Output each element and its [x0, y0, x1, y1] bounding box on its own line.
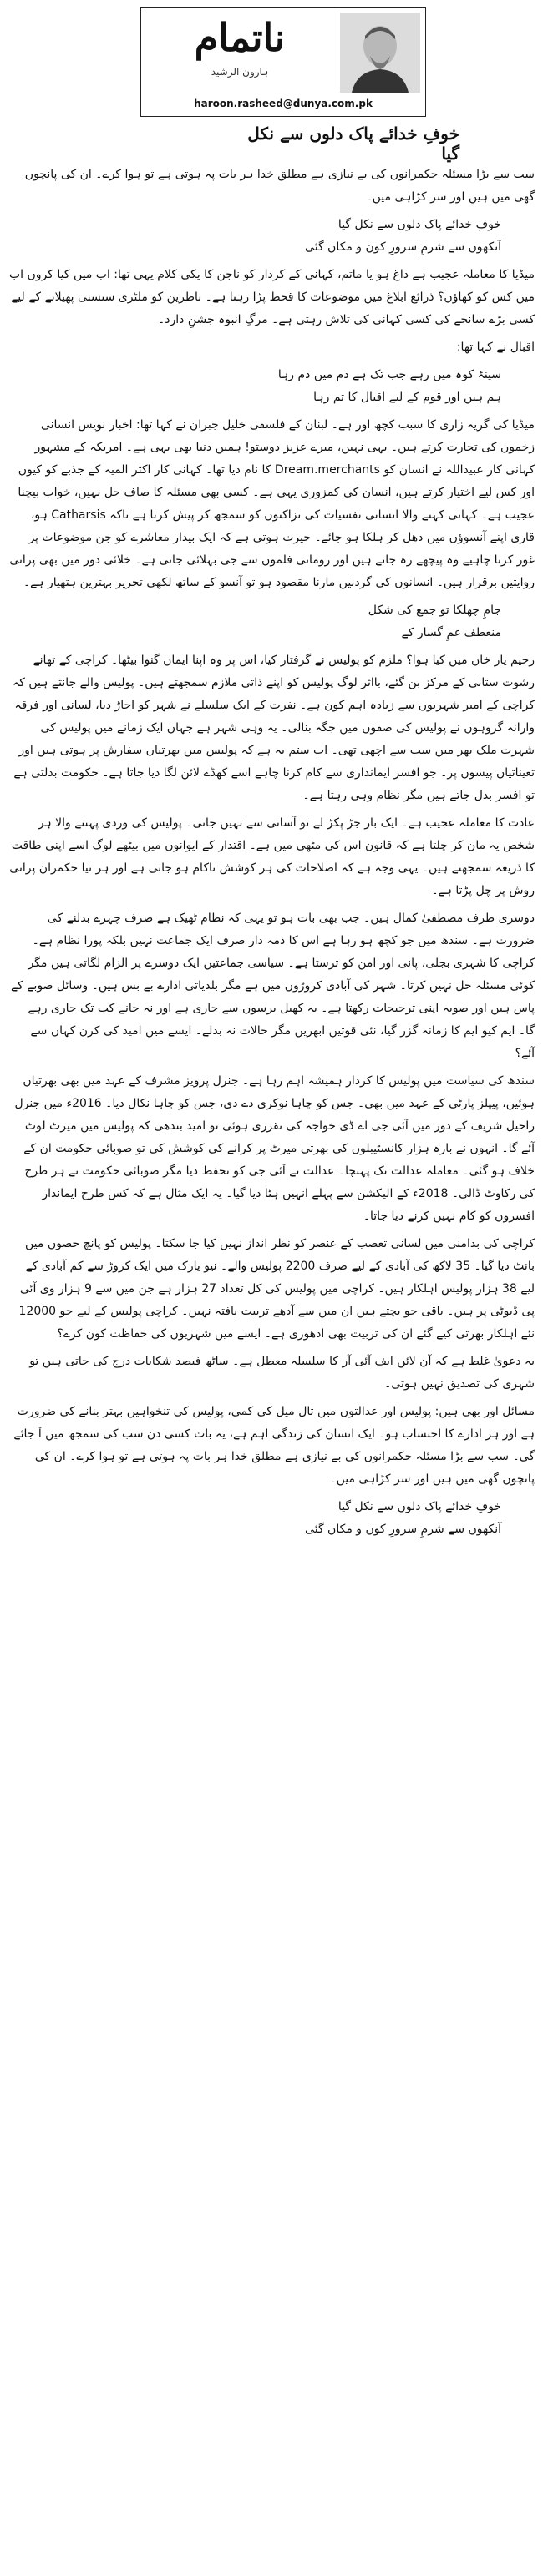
- paragraph: سب سے بڑا مسئلہ حکمرانوں کی بے نیازی ہے مطلق خدا ہر بات پہ ہوتی ہے تو ہوا کرے۔ ان کی پانچوں گھی میں ہیں اور سر کڑاہی میں۔: [24, 168, 535, 204]
- verse-line: آنکھوں سے شرمِ سرورِ کون و مکاں گئی: [305, 1523, 501, 1536]
- column-masthead: [140, 7, 426, 117]
- author-portrait-icon: [340, 13, 420, 93]
- author-name: ہارون الرشید: [211, 66, 269, 78]
- paragraph: کراچی کی بدامنی میں لسانی تعصب کے عنصر کو نظر انداز نہیں کیا جا سکتا۔ پولیس کو پانچ حصوں میں بانٹ دیا گیا۔ 35 لاکھ کی آبادی کے لیے صرف 2200 پولیس والے۔ نیو یارک میں ایک کروڑ سے کم آبادی کے لیے 38 ہزار پولیس اہلکار ہیں۔ کراچی میں پولیس کی کل تعداد 27 ہزار ہے جن میں سے 9 ہزار وی آئی پی ڈیوٹی پر ہیں۔ باقی جو بچتے ہیں ان میں سے آدھے تربیت یافتہ نہیں۔ کراچی پولیس کے لیے جو 12000 نئے اہلکار بھرتی کیے گئے ان کی تربیت بھی ادھوری ہے۔ ایسے میں شہریوں کی حفاظت کون کرے؟: [18, 1237, 535, 1341]
- author-email: haroon.rasheed@dunya.com.pk: [194, 98, 373, 109]
- verse-line: آنکھوں سے شرمِ سرورِ کون و مکاں گئی: [305, 240, 501, 254]
- paragraph: سندھ کی سیاست میں پولیس کا کردار ہمیشہ اہم رہا ہے۔ جنرل پرویز مشرف کے عہد میں بھی بھرتیاں ہوئیں، پیپلز پارٹی کے عہد میں بھی۔ جس کو چاہا نوکری دے دی، جس کو چاہا نکال دیا۔ 2016ء میں جنرل راحیل شریف کے دور میں آئی جی اے ڈی خواجہ کی تقرری ہوئی تو امید بندھی کہ پولیس میں میرٹ لوٹ آئے گا۔ انہوں نے بارہ ہزار کانسٹیبلوں کی بھرتی میرٹ پر کرانے کی کوشش کی تو صوبائی حکومت ان کے خلاف ہو گئی۔ معاملہ عدالت تک پہنچا۔ عدالت نے آئی جی کو تحفظ دیا مگر صوبائی حکومت نے ہر طرح کی رکاوٹ ڈالی۔ 2018ء کے الیکشن سے پہلے انہیں ہٹا دیا گیا۔ یہ ایک مثال ہے کہ کس طرح ایماندار افسروں کو کام نہیں کرنے دیا جاتا۔: [14, 1074, 535, 1223]
- article-headline: خوفِ خدائے پاک دلوں سے نکل گیا: [247, 124, 459, 164]
- verse-line: خوفِ خدائے پاک دلوں سے نکل گیا: [337, 1500, 501, 1513]
- verse-middle: [8, 599, 535, 644]
- paragraph: عادت کا معاملہ عجیب ہے۔ ایک بار جڑ پکڑ لے تو آسانی سے نہیں جاتی۔ پولیس کی وردی پہننے والا ہر شخص یہ مان کر چلتا ہے کہ قانون اس کی مٹھی میں ہے۔ اقتدار کے ایوانوں میں بیٹھے لوگ اسے اپنی طاقت کا ذریعہ سمجھتے ہیں۔ یہی وجہ ہے کہ اصلاحات کی ہر کوشش ناکام ہو جاتی ہے اور ہر نیا حکمران پرانی روش پر چل پڑتا ہے۔: [9, 816, 535, 897]
- verse-line: سینۂ کوہ میں رہے جب تک ہے دم میں دم رہا: [277, 368, 501, 381]
- paragraph: اقبال نے کہا تھا:: [456, 341, 535, 354]
- article-body: [8, 164, 535, 1546]
- verse-line: منعطف غمِ گسار کے: [401, 626, 501, 639]
- verse-closing: [8, 1496, 535, 1541]
- paragraph: دوسری طرف مصطفیٰ کمال ہیں۔ جب بھی بات ہو تو یہی کہ نظام ٹھیک ہے صرف چہرے بدلنے کی ضرورت ہے۔ سندھ میں جو کچھ ہو رہا ہے اس کا ذمہ دار صرف ایک جماعت نہیں بلکہ پورا نظام ہے۔ کراچی کا شہری بجلی، پانی اور امن کو ترستا ہے۔ سیاسی جماعتیں ایک دوسرے پر الزام لگاتی ہیں مگر کوئی مسئلہ حل نہیں کرتا۔ شہر کی آبادی کروڑوں میں ہے مگر بلدیاتی ادارے بے بس ہیں۔ وسائل صوبے کے پاس ہیں اور صوبہ اپنی ترجیحات رکھتا ہے۔ یہ کھیل برسوں سے جاری ہے اور نہ جانے کب تک جاری رہے گا۔ ایم کیو ایم کا زمانہ گزر گیا، نئی قوتیں ابھریں مگر حالات نہ بدلے۔ ایسے میں امید کی کرن کہاں سے آئے؟: [10, 912, 535, 1060]
- paragraph: میڈیا کا معاملہ عجیب ہے داغ ہو یا ماتم، کہانی کے کردار کو ناجن کا یکی کلام یہی تھا: اب میں کیا کروں اب میں کس کو کھاؤں؟ ذرائع ابلاغ میں موضوعات کا قحط پڑا رہتا ہے۔ ناظرین کو ملٹری سنسنی پھیلانے کے لیے کسی بڑے سانحے کی کسی کہانی کی تلاش رہتی ہے۔ مرگِ انبوہ جشنِ دارد۔: [8, 268, 535, 326]
- paragraph: یہ دعویٰ غلط ہے کہ آن لائن ایف آئی آر کا سلسلہ معطل ہے۔ ساٹھ فیصد شکایات درج کی جاتی ہیں تو شہری کی تصدیق نہیں ہوتی۔: [29, 1355, 535, 1391]
- paragraph: مسائل اور بھی ہیں: پولیس اور عدالتوں میں تال میل کی کمی، پولیس کی تنخواہیں بہتر بنانے کی ضرورت ہے اور ہر ادارے کا احتساب ہو۔ ایک انسان کی زندگی اہم ہے، یہ بات کسی دن سب کی سمجھ میں آ جائے گی۔ سب سے بڑا مسئلہ حکمرانوں کی بے نیازی ہے مطلق خدا ہر بات پہ ہوتی ہے تو ہوا کرے۔ ان کی پانچوں گھی میں ہیں اور سر کڑاہی میں۔: [13, 1405, 535, 1486]
- verse-line: ہم ہیں اور قوم کے لیے اقبال کا تم رہا: [313, 391, 501, 404]
- column-name: ناتمام: [194, 15, 286, 60]
- verse-line: جامِ چھلکا تو جمع کی شکل: [368, 604, 501, 617]
- verse-iqbal: [8, 364, 535, 409]
- author-photo: [340, 13, 420, 93]
- verse-line: خوفِ خدائے پاک دلوں سے نکل گیا: [337, 218, 501, 231]
- verse-opening: [8, 214, 535, 259]
- paragraph: میڈیا کی گریہ زاری کا سبب کچھ اور ہے۔ لبنان کے فلسفی خلیل جبران نے کہا تھا: اخبار نویس انسانی زخموں کی تجارت کرتے ہیں۔ یہی نہیں، میرے عزیز دوستو! ہمیں دنیا بھی یہی ہے۔ امریکہ کے مشہور کہانی کار عبیداللہ نے انسان کو Dream.merchants کا نام دیا تھا۔ کہانی کار اکثر المیہ کے جذبے کو کیوں اور کس لیے اختیار کرتے ہیں، انسان کی کمزوری یہی ہے۔ کسی بھی مسئلہ کا صاف حل نہیں، خواب بیچنا عجیب ہے۔ کہانی کہنے والا انسانی نفسیات کی نزاکتوں کو سمجھ کر پیش کرتا ہے تاکہ Catharsis ہو، قاری اپنے آنسوؤں میں دھل کر ہلکا ہو جائے۔ حیرت ہوتی ہے کہ ایک بیدار معاشرے کو جن موضوعات پر غور کرنا چاہیے وہ پیچھے رہ جاتے ہیں اور رومانی فلموں سے جی بہلائی جاتی ہے۔ خلائی دور میں بھی پرانی روایتیں برقرار ہیں۔ انسانوں کی گردنیں مارنا مقصود ہو تو آنسو کے ساتھ لکھی تحریر بہترین ہتھیار ہے۔: [9, 418, 535, 589]
- paragraph: رحیم یار خان میں کیا ہوا؟ ملزم کو پولیس نے گرفتار کیا، اس پر وہ اپنا ایمان گنوا بیٹھا۔ کراچی کے تھانے رشوت ستانی کے مرکز بن گئے، بااثر لوگ پولیس کو اپنے ذاتی ملازم سمجھتے ہیں۔ پولیس والے جانتے ہیں کہ کراچی کے امیر شہریوں سے زیادہ اہم کون ہے۔ نفرت کے ایک سلسلے نے شہر کو اجاڑ دیا، لسانی اور فرقہ وارانہ گروہوں نے پولیس کی صفوں میں جگہ بنالی۔ یہ وہی شہر ہے جہاں ایک زمانے میں پولیس کی شہرت ملک بھر میں سب سے اچھی تھی۔ اب ستم یہ ہے کہ پولیس میں بھرتیاں سفارش پر ہوتی ہیں اور تعیناتیاں پیسوں پر۔ جو افسر ایمانداری سے کام کرنا چاہے اسے کھڈے لائن لگا دیا جاتا ہے۔ حکومت بدلتی ہے تو افسر بدل جاتے ہیں مگر نظام وہی رہتا ہے۔: [13, 654, 535, 802]
